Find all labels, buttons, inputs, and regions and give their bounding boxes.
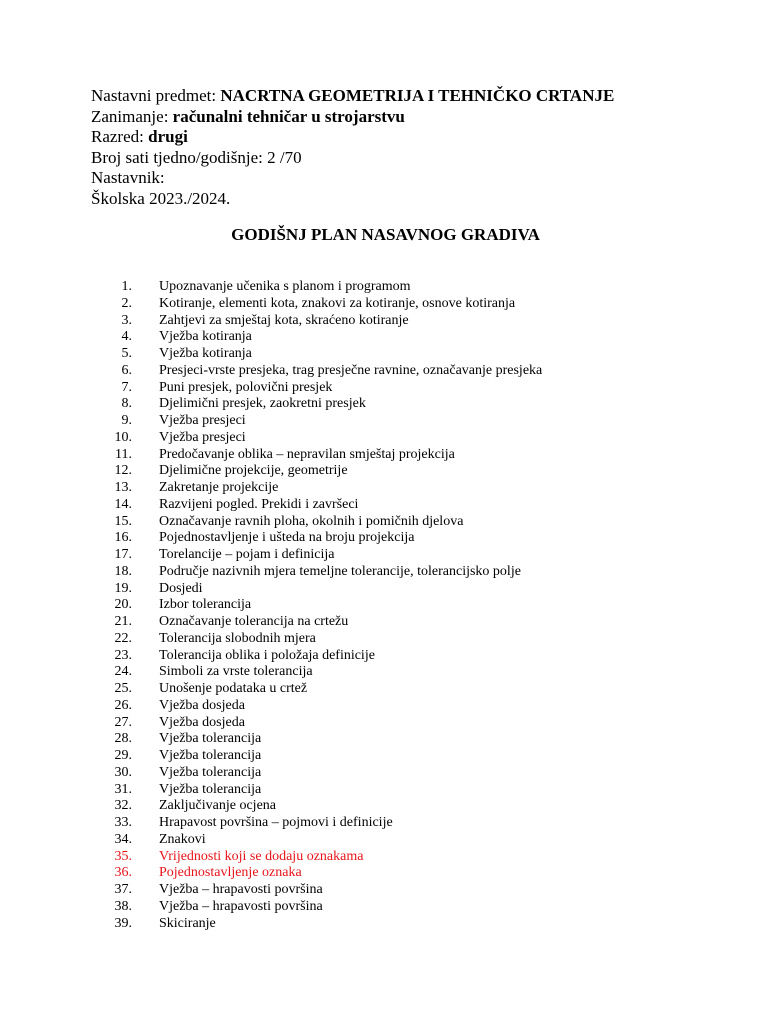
list-item-number: 18. — [114, 563, 132, 579]
list-item-number: 35. — [114, 848, 132, 864]
list-item-number: 8. — [121, 396, 132, 412]
list-item-number: 28. — [114, 731, 132, 747]
list-item-text: Kotiranje, elementi kota, znakovi za kotiranje, osnove kotiranja — [159, 295, 516, 311]
list-item-number: 6. — [121, 362, 132, 378]
list-item-text: Skiciranje — [159, 915, 216, 931]
list-item-number: 9. — [121, 413, 132, 428]
list-item-number: 16. — [114, 530, 132, 546]
school-year: Školska 2023./2024. — [91, 188, 231, 208]
list-item-number: 14. — [114, 496, 132, 512]
list-item-text: Upoznavanje učenika s planom i programom — [159, 279, 411, 294]
list-item-number: 5. — [121, 346, 132, 361]
list-item-text: Vježba kotiranja — [159, 346, 252, 361]
teacher-label: Nastavnik: — [91, 168, 165, 187]
subject-line — [91, 86, 614, 107]
list-item-text: Vježba dosjeda — [159, 714, 245, 730]
list-item-text: Vježba presjeci — [159, 413, 246, 428]
list-item-text: Tolerancija oblika i položaja definicije — [159, 647, 375, 663]
list-item-text: Pojednostavljenje i ušteda na broju projekcija — [159, 530, 415, 546]
list-item-text: Zakretanje projekcije — [159, 480, 279, 495]
subject-value: NACRTNA GEOMETRIJA I TEHNIČKO CRTANJE — [220, 86, 615, 105]
list-item-text: Znakovi — [159, 831, 206, 847]
list-item-text: Torelancije – pojam i definicija — [159, 547, 335, 562]
list-item-number: 12. — [114, 463, 132, 479]
list-item-text: Označavanje ravnih ploha, okolnih i pomičnih djelova — [159, 513, 464, 529]
list-item-text: Vrijednosti koji se dodaju oznakama — [159, 848, 364, 864]
list-item-text: Vježba kotiranja — [159, 329, 252, 345]
list-item-number: 32. — [114, 798, 132, 814]
list-item-number: 36. — [114, 865, 132, 881]
plan-title: GODIŠNJ PLAN NASAVNOG GRADIVA — [231, 225, 540, 244]
list-item-text: Predočavanje oblika – nepravilan smještaj projekcija — [159, 446, 455, 462]
occupation-line — [91, 107, 614, 128]
list-item-number: 31. — [114, 781, 132, 797]
list-item-text: Djelimične projekcije, geometrije — [159, 463, 348, 479]
grade-label: Razred: — [91, 127, 144, 146]
list-item-number: 39. — [114, 915, 132, 931]
list-item-text: Područje nazivnih mjera temeljne tolerancije, tolerancijsko polje — [159, 563, 521, 579]
list-item-text: Zahtjevi za smještaj kota, skraćeno kotiranje — [159, 312, 409, 328]
list-item-text: Razvijeni pogled. Prekidi i završeci — [159, 496, 359, 512]
list-item-text: Hrapavost površina – pojmovi i definicije — [159, 815, 393, 830]
list-item-text: Vježba presjeci — [159, 429, 246, 445]
list-item-text: Vježba tolerancija — [159, 764, 262, 780]
list-item-number: 25. — [114, 681, 132, 696]
hours-line — [91, 148, 614, 169]
list-item-text: Izbor tolerancija — [159, 597, 252, 613]
hours-label: Broj sati tjedno/godišnje: — [91, 147, 263, 167]
list-item-number: 1. — [121, 279, 132, 294]
list-item-number: 4. — [121, 329, 132, 345]
list-item-text: Tolerancija slobodnih mjera — [159, 630, 316, 646]
list-item-number: 26. — [114, 697, 132, 713]
list-item-number: 20. — [114, 597, 132, 613]
teacher-line — [91, 168, 614, 189]
list-item-number: 17. — [114, 547, 132, 562]
list-item-text: Presjeci-vrste presjeka, trag presječne ravnine, označavanje presjeka — [159, 362, 543, 378]
list-item-text: Dosjedi — [159, 580, 203, 596]
list-item-number: 21. — [114, 614, 132, 629]
list-item-text: Pojednostavljenje oznaka — [159, 865, 302, 881]
list-item-number: 13. — [114, 480, 132, 495]
list-item-text: Označavanje tolerancija na crtežu — [159, 614, 349, 629]
list-item-number: 11. — [115, 446, 132, 462]
list-item-text: Djelimični presjek, zaokretni presjek — [159, 396, 366, 412]
document-header — [91, 86, 614, 209]
list-item-number: 3. — [121, 312, 132, 328]
list-item-text: Unošenje podataka u crtež — [159, 681, 308, 696]
list-item-number: 7. — [121, 379, 132, 395]
list-item-number: 22. — [114, 630, 132, 646]
list-item-number: 23. — [114, 647, 132, 663]
school-year-line — [91, 189, 614, 210]
list-item-number: 33. — [114, 815, 132, 830]
list-item-text: Puni presjek, polovični presjek — [159, 379, 333, 395]
list-item-number: 15. — [114, 513, 132, 529]
list-item-text: Vježba dosjeda — [159, 697, 245, 713]
list-item-text: Vježba – hrapavosti površina — [159, 898, 323, 914]
occupation-label: Zanimanje: — [91, 106, 169, 126]
list-item-number: 37. — [114, 882, 132, 897]
grade-line — [91, 127, 614, 148]
list-item-text: Zaključivanje ocjena — [159, 798, 276, 814]
list-item-number: 38. — [114, 898, 132, 914]
grade-value: drugi — [148, 127, 188, 146]
list-item-text: Vježba tolerancija — [159, 781, 262, 797]
subject-label: Nastavni predmet: — [91, 86, 217, 105]
occupation-value: računalni tehničar u strojarstvu — [172, 106, 405, 126]
list-item-number: 10. — [114, 429, 132, 445]
hours-value: 2 /70 — [267, 147, 302, 167]
list-item-text: Vježba – hrapavosti površina — [159, 882, 323, 897]
list-item-number: 24. — [114, 664, 132, 680]
list-item-text: Vježba tolerancija — [159, 748, 262, 763]
list-item-text: Vježba tolerancija — [159, 731, 262, 747]
list-item-text: Simboli za vrste tolerancija — [159, 664, 313, 680]
list-item-number: 29. — [114, 748, 132, 763]
list-item-number: 2. — [121, 295, 132, 311]
list-item-number: 19. — [114, 580, 132, 596]
list-item-number: 27. — [114, 714, 132, 730]
list-item-number: 30. — [114, 764, 132, 780]
list-item-number: 34. — [114, 831, 132, 847]
